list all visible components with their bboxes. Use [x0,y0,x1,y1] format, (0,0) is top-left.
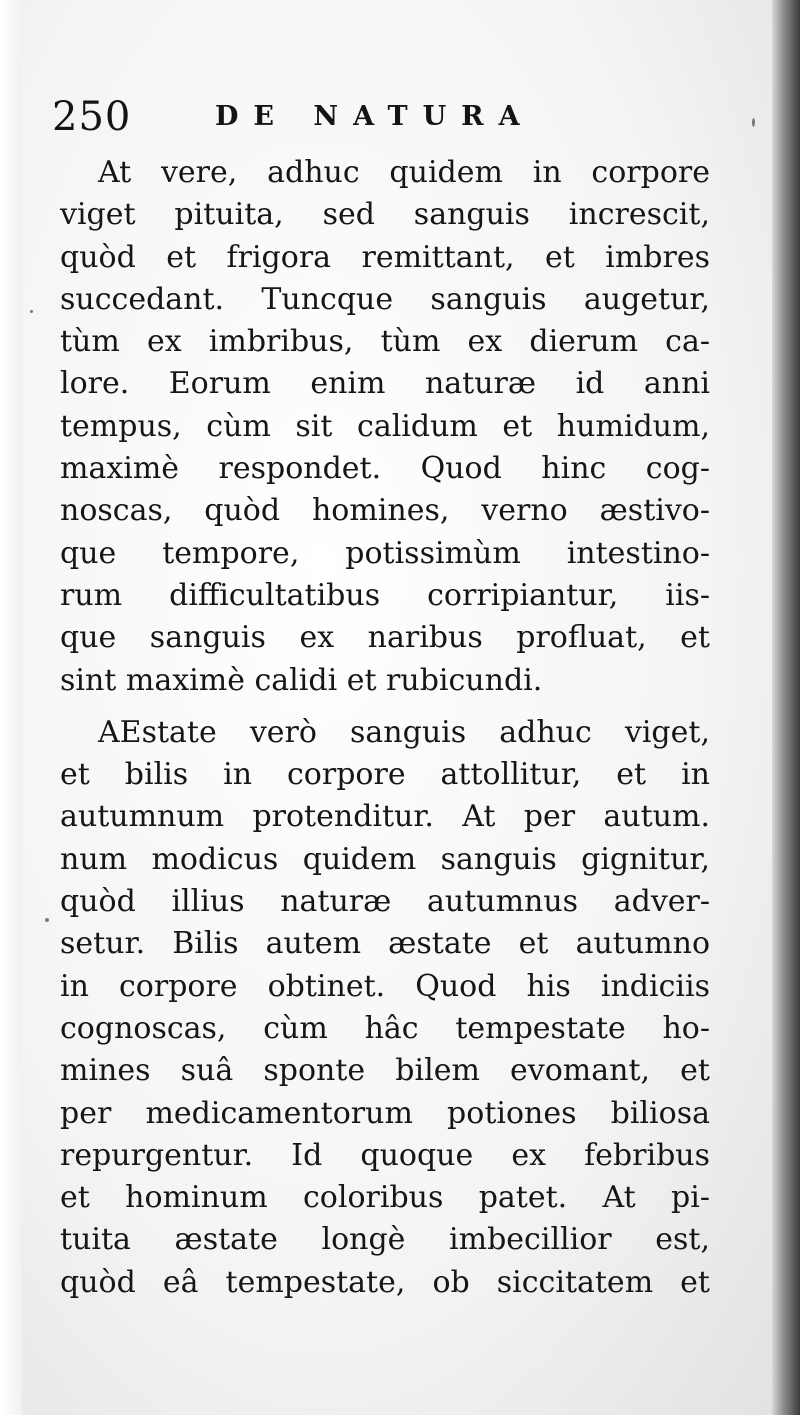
text-line: sint maximè calidi et rubicundi. [60,662,543,698]
text-line: noscas, quòd homines, verno æstivo- [60,493,710,529]
text-line: viget pituita, sed sanguis increscit, [60,197,710,233]
text-line: num modicus quidem sanguis gignitur, [60,841,710,877]
running-title: DE NATURA [215,101,535,132]
text-line: tuita æstate longè imbecillior est, [60,1222,710,1258]
text-line: succedant. Tuncque sanguis augetur, [60,281,710,317]
text-line: AEstate verò sanguis adhuc viget, [98,714,710,750]
text-line: lore. Eorum enim naturæ id anni [60,366,710,402]
text-line: autumnum protenditur. At per autum. [60,799,710,835]
paper-speck [45,918,49,922]
text-line: quòd et frigora remittant, et imbres [60,239,710,275]
paper-speck [752,118,755,127]
text-line: que sanguis ex naribus profluat, et [60,620,710,656]
text-line: setur. Bilis autem æstate et autumno [60,926,710,962]
text-line: per medicamentorum potiones biliosa [60,1095,710,1131]
paragraph-2 [60,712,710,1304]
text-line: quòd illius naturæ autumnus adver- [60,884,710,920]
body-text [60,152,710,1304]
text-line: in corpore obtinet. Quod his indiciis [60,968,710,1004]
text-line: tùm ex imbribus, tùm ex dierum ca- [60,324,710,360]
text-line: quòd eâ tempestate, ob siccitatem et [60,1264,710,1300]
text-line: repurgentur. Id quoque ex febribus [60,1137,710,1173]
text-line: et hominum coloribus patet. At pi- [60,1180,710,1216]
text-line: tempus, cùm sit calidum et humidum, [60,408,710,444]
page-edge-shadow [772,0,800,1415]
text-line: et bilis in corpore attollitur, et in [60,757,710,793]
text-line: rum difficultatibus corripiantur, iis- [60,577,710,613]
text-line: At vere, adhuc quidem in corpore [98,155,710,190]
text-line: mines suâ sponte bilem evomant, et [60,1053,710,1089]
text-line: que tempore, potissimùm intestino- [60,535,710,571]
page-number: 250 [52,94,132,140]
text-line: maximè respondet. Quod hinc cog- [60,451,710,487]
left-margin [0,0,22,1415]
page-header [52,92,572,142]
paper-speck [30,310,33,313]
text-line: cognoscas, cùm hâc tempestate ho- [60,1010,710,1046]
paragraph-1 [60,152,710,702]
